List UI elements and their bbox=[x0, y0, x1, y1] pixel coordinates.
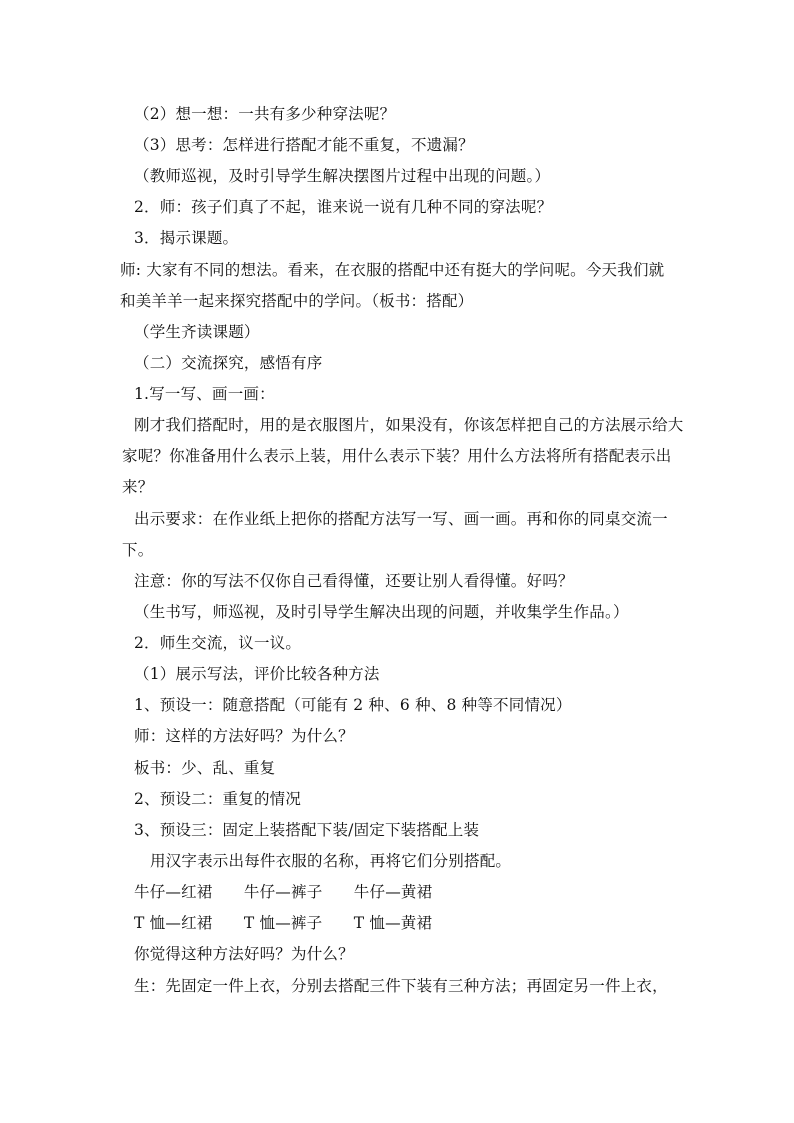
text-line: 你觉得这种方法好吗？为什么？ bbox=[134, 945, 354, 963]
text-line: （学生齐读课题） bbox=[134, 323, 260, 341]
text-line: 牛仔—红裙 牛仔—裤子 牛仔—黄裙 bbox=[134, 883, 433, 901]
text-line: 和美羊羊一起来探究搭配中的学问。（板书：搭配） bbox=[120, 292, 474, 310]
section-heading: （二）交流探究，感悟有序 bbox=[134, 354, 323, 372]
text-line: 刚才我们搭配时，用的是衣服图片，如果没有，你该怎样把自己的方法展示给大 bbox=[134, 416, 684, 434]
text-line: （教师巡视，及时引导学生解决摆图片过程中出现的问题。） bbox=[134, 167, 551, 185]
text-line: 1、预设一：随意搭配（可能有 2 种、6 种、8 种等不同情况） bbox=[134, 696, 572, 714]
text-line: 3、预设三：固定上装搭配下装/固定下装搭配上装 bbox=[134, 821, 480, 839]
text-line: （1）展示写法，评价比较各种方法 bbox=[134, 665, 380, 683]
text-line: 1.写一写、画一画： bbox=[134, 385, 275, 403]
text-line: 用汉字表示出每件衣服的名称，再将它们分别搭配。 bbox=[150, 852, 512, 870]
text-line: （3）思考：怎样进行搭配才能不重复，不遗漏？ bbox=[134, 136, 474, 154]
text-line: 3．揭示课题。 bbox=[134, 229, 239, 247]
text-line: 2．师生交流，议一议。 bbox=[134, 634, 302, 652]
text-line: 来？ bbox=[122, 478, 154, 496]
text-line: 出示要求：在作业纸上把你的搭配方法写一写、画一画。再和你的同桌交流一 bbox=[134, 510, 668, 528]
text-line: 2．师：孩子们真了不起，谁来说一说有几种不同的穿法呢？ bbox=[134, 198, 553, 216]
text-line: （生书写，师巡视，及时引导学生解决出现的问题，并收集学生作品。） bbox=[134, 603, 629, 621]
text-line: 师: 大家有不同的想法。看来，在衣服的搭配中还有挺大的学问呢。今天我们就 bbox=[120, 261, 665, 279]
text-line: 生：先固定一件上衣，分别去搭配三件下装有三种方法；再固定另一件上衣， bbox=[134, 977, 668, 995]
text-line: 2、预设二：重复的情况 bbox=[134, 790, 302, 808]
text-line: 注意：你的写法不仅你自己看得懂，还要让别人看得懂。好吗？ bbox=[134, 572, 574, 590]
text-line: 下。 bbox=[122, 541, 154, 559]
text-line: 师：这样的方法好吗？为什么？ bbox=[134, 727, 354, 745]
text-line: 家呢？你准备用什么表示上装，用什么表示下装？用什么方法将所有搭配表示出 bbox=[122, 447, 672, 465]
text-line: （2）想一想：一共有多少种穿法呢？ bbox=[134, 105, 396, 123]
text-line: 板书：少、乱、重复 bbox=[134, 759, 276, 777]
text-line: T 恤—红裙 T 恤—裤子 T 恤—黄裙 bbox=[134, 914, 433, 932]
